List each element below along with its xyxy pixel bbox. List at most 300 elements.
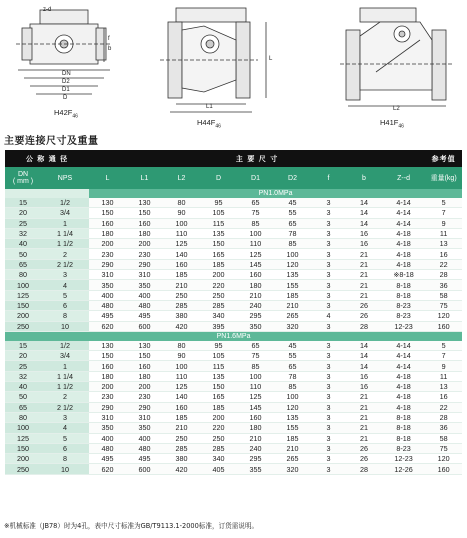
- table-cell: 80: [163, 341, 200, 351]
- table-cell: 230: [126, 392, 163, 402]
- table-cell: 90: [163, 208, 200, 218]
- table-cell: 4-18: [382, 402, 425, 412]
- cell-nps: 8: [41, 454, 89, 464]
- table-cell: 290: [89, 402, 126, 412]
- cell-nps: 1: [41, 218, 89, 228]
- table-cell: 160: [163, 402, 200, 412]
- table-cell: 58: [425, 290, 462, 300]
- table-cell: 3: [311, 280, 346, 290]
- header-col: D2: [274, 167, 311, 189]
- table-cell: 21: [346, 270, 382, 280]
- table-cell: 420: [163, 464, 200, 474]
- cell-nps: 3/4: [41, 351, 89, 361]
- table-cell: 250: [200, 290, 237, 300]
- caption-h42f46: $H42F_{46}$: [54, 108, 78, 120]
- table-cell: 3: [311, 361, 346, 371]
- table-cell: 200: [89, 382, 126, 392]
- table-cell: 16: [346, 228, 382, 238]
- table-cell: 200: [89, 239, 126, 249]
- table-cell: 55: [274, 351, 311, 361]
- cell-dn: 200: [5, 454, 41, 464]
- cell-dn: 65: [5, 259, 41, 269]
- header-col: Z--d: [382, 167, 425, 189]
- table-cell: 14: [346, 208, 382, 218]
- table-cell: 13: [425, 382, 462, 392]
- header-col: D1: [237, 167, 274, 189]
- table-cell: 3: [311, 412, 346, 422]
- cell-nps: 8: [41, 311, 89, 321]
- table-cell: 100: [163, 218, 200, 228]
- table-row: [5, 259, 462, 269]
- table-cell: 160: [425, 321, 462, 331]
- table-cell: 265: [274, 311, 311, 321]
- table-cell: 7: [425, 351, 462, 361]
- table-cell: 120: [274, 259, 311, 269]
- table-cell: 320: [274, 464, 311, 474]
- cell-dn: 125: [5, 290, 41, 300]
- cell-dn: 100: [5, 423, 41, 433]
- table-cell: 3: [311, 208, 346, 218]
- table-row: [5, 321, 462, 331]
- table-cell: 400: [126, 290, 163, 300]
- table-cell: 495: [89, 311, 126, 321]
- cell-dn: 80: [5, 270, 41, 280]
- cell-dn: 200: [5, 311, 41, 321]
- cell-dn: 50: [5, 249, 41, 259]
- table-cell: 4: [311, 311, 346, 321]
- label-d: D: [63, 95, 68, 101]
- table-cell: 185: [274, 433, 311, 443]
- pn16-body: [5, 331, 462, 474]
- table-cell: 8-18: [382, 280, 425, 290]
- table-cell: 160: [126, 218, 163, 228]
- header-nominal: 公 称 通 径: [5, 150, 89, 167]
- table-cell: 230: [89, 249, 126, 259]
- cell-nps: 1: [41, 361, 89, 371]
- table-row: [5, 208, 462, 218]
- table-cell: 600: [126, 464, 163, 474]
- header-col: f: [311, 167, 346, 189]
- table-cell: 45: [274, 341, 311, 351]
- table-cell: 310: [89, 270, 126, 280]
- table-cell: 380: [163, 454, 200, 464]
- table-cell: 125: [237, 249, 274, 259]
- table-row: [5, 433, 462, 443]
- header-main: 主 要 尺 寸: [89, 150, 425, 167]
- table-cell: 240: [237, 443, 274, 453]
- table-cell: 9: [425, 361, 462, 371]
- table-cell: 3: [311, 239, 346, 249]
- table-cell: 16: [346, 371, 382, 381]
- table-row: [5, 249, 462, 259]
- table-cell: 3: [311, 321, 346, 331]
- table-row: [5, 311, 462, 321]
- table-cell: 265: [274, 454, 311, 464]
- section-title: 主要连接尺寸及重量: [4, 136, 99, 147]
- table-cell: 185: [200, 402, 237, 412]
- table-cell: 155: [274, 280, 311, 290]
- cell-dn: 40: [5, 382, 41, 392]
- table-cell: 4-18: [382, 259, 425, 269]
- valve-drawings: [0, 0, 467, 128]
- table-cell: 130: [126, 341, 163, 351]
- table-cell: 180: [89, 371, 126, 381]
- label-dn: DN: [62, 71, 71, 77]
- table-row: [5, 454, 462, 464]
- table-cell: 130: [126, 198, 163, 208]
- table-cell: 21: [346, 259, 382, 269]
- table-cell: 250: [163, 290, 200, 300]
- table-cell: 28: [346, 321, 382, 331]
- table-cell: 130: [89, 341, 126, 351]
- table-cell: 125: [237, 392, 274, 402]
- table-cell: 14: [346, 218, 382, 228]
- table-cell: 65: [237, 198, 274, 208]
- header-row-2: [5, 167, 462, 189]
- table-cell: 400: [89, 290, 126, 300]
- cell-nps: 2: [41, 249, 89, 259]
- table-cell: 600: [126, 321, 163, 331]
- table-cell: 495: [126, 454, 163, 464]
- label-l2: L2: [393, 106, 400, 112]
- table-row: [5, 218, 462, 228]
- table-cell: 310: [89, 412, 126, 422]
- pn-row: [5, 331, 462, 341]
- table-cell: 350: [237, 321, 274, 331]
- table-cell: ※8-18: [382, 270, 425, 280]
- table-cell: 26: [346, 311, 382, 321]
- cell-nps: 3/4: [41, 208, 89, 218]
- table-cell: 4-14: [382, 361, 425, 371]
- table-cell: 65: [274, 218, 311, 228]
- table-cell: 3: [311, 270, 346, 280]
- cell-nps: 1 1/4: [41, 228, 89, 238]
- table-cell: 26: [346, 454, 382, 464]
- table-cell: 9: [425, 218, 462, 228]
- table-cell: 3: [311, 249, 346, 259]
- table-cell: 160: [237, 412, 274, 422]
- table-cell: 28: [425, 412, 462, 422]
- table-cell: 405: [200, 464, 237, 474]
- table-cell: 620: [89, 464, 126, 474]
- cell-dn: 25: [5, 361, 41, 371]
- table-cell: 285: [163, 300, 200, 310]
- table-cell: 210: [274, 300, 311, 310]
- cell-nps: 1/2: [41, 341, 89, 351]
- pn10-body: [5, 189, 462, 331]
- cell-dn: 80: [5, 412, 41, 422]
- table-cell: 120: [274, 402, 311, 412]
- table-cell: 220: [200, 423, 237, 433]
- table-cell: 295: [237, 311, 274, 321]
- table-cell: 21: [346, 392, 382, 402]
- table-cell: 160: [126, 361, 163, 371]
- table-cell: 210: [274, 443, 311, 453]
- table-cell: 135: [274, 412, 311, 422]
- table-cell: 495: [89, 454, 126, 464]
- table-cell: 180: [126, 371, 163, 381]
- table-cell: 290: [89, 259, 126, 269]
- table-cell: 230: [89, 392, 126, 402]
- table-row: [5, 423, 462, 433]
- table-cell: 160: [163, 259, 200, 269]
- table-row: [5, 412, 462, 422]
- table-cell: 480: [89, 300, 126, 310]
- table-cell: 3: [311, 423, 346, 433]
- table-cell: 150: [126, 351, 163, 361]
- table-cell: 125: [163, 382, 200, 392]
- table-row: [5, 371, 462, 381]
- table-cell: 4-14: [382, 351, 425, 361]
- table-cell: 185: [274, 290, 311, 300]
- table-cell: 400: [126, 433, 163, 443]
- table-cell: 290: [126, 259, 163, 269]
- table-cell: 135: [274, 270, 311, 280]
- table-cell: 495: [126, 311, 163, 321]
- table-cell: 14: [346, 341, 382, 351]
- table-cell: 4-14: [382, 218, 425, 228]
- table-cell: 230: [126, 249, 163, 259]
- table-cell: 120: [425, 311, 462, 321]
- table-cell: 150: [126, 208, 163, 218]
- cell-nps: 3: [41, 270, 89, 280]
- table-cell: 4-18: [382, 239, 425, 249]
- table-cell: 85: [237, 361, 274, 371]
- cell-nps: 4: [41, 280, 89, 290]
- table-cell: 3: [311, 371, 346, 381]
- table-cell: 4-14: [382, 341, 425, 351]
- label-d1: D1: [62, 87, 70, 93]
- table-cell: 65: [274, 361, 311, 371]
- table-cell: 100: [274, 392, 311, 402]
- table-cell: 21: [346, 249, 382, 259]
- table-cell: 21: [346, 423, 382, 433]
- table-cell: 160: [425, 464, 462, 474]
- table-cell: 3: [311, 464, 346, 474]
- table-cell: 100: [274, 249, 311, 259]
- header-reference: 参考值: [425, 150, 462, 167]
- cell-nps: 2 1/2: [41, 402, 89, 412]
- h44f46-drawing: [160, 8, 266, 112]
- table-row: [5, 443, 462, 453]
- cell-dn: 32: [5, 371, 41, 381]
- table-cell: 150: [89, 351, 126, 361]
- cell-dn: 150: [5, 443, 41, 453]
- table-cell: 21: [346, 402, 382, 412]
- table-row: [5, 341, 462, 351]
- table-cell: 4-14: [382, 198, 425, 208]
- table-row: [5, 382, 462, 392]
- h41f46-drawing: [340, 8, 452, 106]
- table-cell: 620: [89, 321, 126, 331]
- table-cell: 16: [346, 239, 382, 249]
- table-cell: 7: [425, 208, 462, 218]
- cell-dn: 32: [5, 228, 41, 238]
- table-cell: 12-26: [382, 464, 425, 474]
- table-cell: 185: [200, 259, 237, 269]
- table-cell: 28: [425, 270, 462, 280]
- table-cell: 160: [89, 361, 126, 371]
- table-row: [5, 402, 462, 412]
- table-cell: 12-23: [382, 321, 425, 331]
- table-cell: 155: [274, 423, 311, 433]
- table-cell: 110: [163, 228, 200, 238]
- table-cell: 75: [425, 443, 462, 453]
- table-cell: 160: [89, 218, 126, 228]
- table-cell: 115: [200, 361, 237, 371]
- table-cell: 185: [163, 270, 200, 280]
- table-cell: 26: [346, 443, 382, 453]
- cell-nps: 10: [41, 464, 89, 474]
- cell-nps: 5: [41, 433, 89, 443]
- table-cell: 28: [346, 464, 382, 474]
- table-cell: 8-23: [382, 300, 425, 310]
- table-cell: 3: [311, 392, 346, 402]
- table-cell: 90: [163, 351, 200, 361]
- table-cell: 5: [425, 198, 462, 208]
- cell-dn: 65: [5, 402, 41, 412]
- cell-nps: 6: [41, 300, 89, 310]
- table-cell: 45: [274, 198, 311, 208]
- table-cell: 58: [425, 433, 462, 443]
- table-cell: 22: [425, 402, 462, 412]
- table-cell: 8-18: [382, 433, 425, 443]
- cell-dn: 20: [5, 351, 41, 361]
- table-cell: 16: [425, 392, 462, 402]
- table-cell: 395: [200, 321, 237, 331]
- table-cell: 480: [126, 300, 163, 310]
- cell-nps: 1 1/2: [41, 239, 89, 249]
- label-d2: D2: [62, 79, 70, 85]
- header-col: L2: [163, 167, 200, 189]
- table-cell: 3: [311, 341, 346, 351]
- table-cell: 3: [311, 443, 346, 453]
- table-cell: 180: [89, 228, 126, 238]
- cell-dn: 250: [5, 321, 41, 331]
- cell-nps: 3: [41, 412, 89, 422]
- table-cell: 4-18: [382, 382, 425, 392]
- table-cell: 140: [163, 392, 200, 402]
- table-cell: 8-23: [382, 311, 425, 321]
- table-cell: 8-23: [382, 443, 425, 453]
- header-row-1: [5, 150, 462, 167]
- table-cell: 3: [311, 433, 346, 443]
- table-cell: 78: [274, 228, 311, 238]
- table-cell: 130: [89, 198, 126, 208]
- table-cell: 95: [200, 198, 237, 208]
- table-cell: 200: [200, 412, 237, 422]
- table-cell: 22: [425, 259, 462, 269]
- cell-nps: 6: [41, 443, 89, 453]
- table-cell: 320: [274, 321, 311, 331]
- header-col: D: [200, 167, 237, 189]
- table-cell: 8-18: [382, 412, 425, 422]
- table-cell: 250: [163, 433, 200, 443]
- table-cell: 150: [89, 208, 126, 218]
- table-cell: 380: [163, 311, 200, 321]
- label-l: L: [269, 56, 273, 62]
- table-cell: 75: [237, 351, 274, 361]
- table-cell: 200: [126, 382, 163, 392]
- table-cell: 85: [274, 239, 311, 249]
- label-l1: L1: [206, 104, 213, 110]
- label-z-d: z-d: [43, 7, 52, 13]
- table-cell: 115: [200, 218, 237, 228]
- table-cell: 3: [311, 290, 346, 300]
- footnote: ※机械标准（JB78）时为4孔，表中尺寸标准为GB/T9113.1-2000标准，订货需说明。: [4, 522, 259, 530]
- table-cell: 100: [237, 371, 274, 381]
- table-cell: 65: [237, 341, 274, 351]
- table-cell: 3: [311, 300, 346, 310]
- table-cell: 3: [311, 198, 346, 208]
- label-f: f: [108, 36, 110, 42]
- table-cell: 4-14: [382, 208, 425, 218]
- header-col: L1: [126, 167, 163, 189]
- table-cell: 310: [126, 412, 163, 422]
- table-cell: 105: [200, 208, 237, 218]
- table-cell: 285: [163, 443, 200, 453]
- table-cell: 420: [163, 321, 200, 331]
- table-cell: 120: [425, 454, 462, 464]
- table-cell: 125: [163, 239, 200, 249]
- table-row: [5, 239, 462, 249]
- cell-dn: 250: [5, 464, 41, 474]
- cell-nps: 10: [41, 321, 89, 331]
- cell-nps: 4: [41, 423, 89, 433]
- table-cell: 26: [346, 300, 382, 310]
- cell-dn: 100: [5, 280, 41, 290]
- table-cell: 55: [274, 208, 311, 218]
- table-cell: 110: [163, 371, 200, 381]
- header-col: b: [346, 167, 382, 189]
- cell-nps: 5: [41, 290, 89, 300]
- table-cell: 85: [237, 218, 274, 228]
- table-cell: 100: [163, 361, 200, 371]
- table-cell: 36: [425, 280, 462, 290]
- cell-nps: 1/2: [41, 198, 89, 208]
- table-cell: 100: [237, 228, 274, 238]
- table-cell: 135: [200, 228, 237, 238]
- table-cell: 80: [163, 198, 200, 208]
- table-row: [5, 361, 462, 371]
- dimensions-table: [5, 150, 462, 475]
- cell-nps: 2 1/2: [41, 259, 89, 269]
- table-cell: 85: [274, 382, 311, 392]
- table-cell: 210: [237, 290, 274, 300]
- table-cell: 14: [346, 361, 382, 371]
- pn16-label: PN1.6MPa: [5, 331, 462, 341]
- table-cell: 310: [126, 270, 163, 280]
- header-col: 重量(kg): [425, 167, 462, 189]
- table-cell: 295: [237, 454, 274, 464]
- table-cell: 78: [274, 371, 311, 381]
- table-cell: 350: [126, 423, 163, 433]
- table-cell: 12-23: [382, 454, 425, 464]
- table-cell: 340: [200, 454, 237, 464]
- pn10-label: PN1.0MPa: [89, 189, 462, 198]
- table-cell: 285: [200, 443, 237, 453]
- table-cell: 480: [126, 443, 163, 453]
- table-cell: 180: [237, 280, 274, 290]
- table-cell: 4-18: [382, 228, 425, 238]
- table-cell: 4-18: [382, 249, 425, 259]
- table-row: [5, 464, 462, 474]
- table-cell: 220: [200, 280, 237, 290]
- table-cell: 210: [237, 433, 274, 443]
- table-row: [5, 198, 462, 208]
- table-cell: 480: [89, 443, 126, 453]
- table-cell: 285: [200, 300, 237, 310]
